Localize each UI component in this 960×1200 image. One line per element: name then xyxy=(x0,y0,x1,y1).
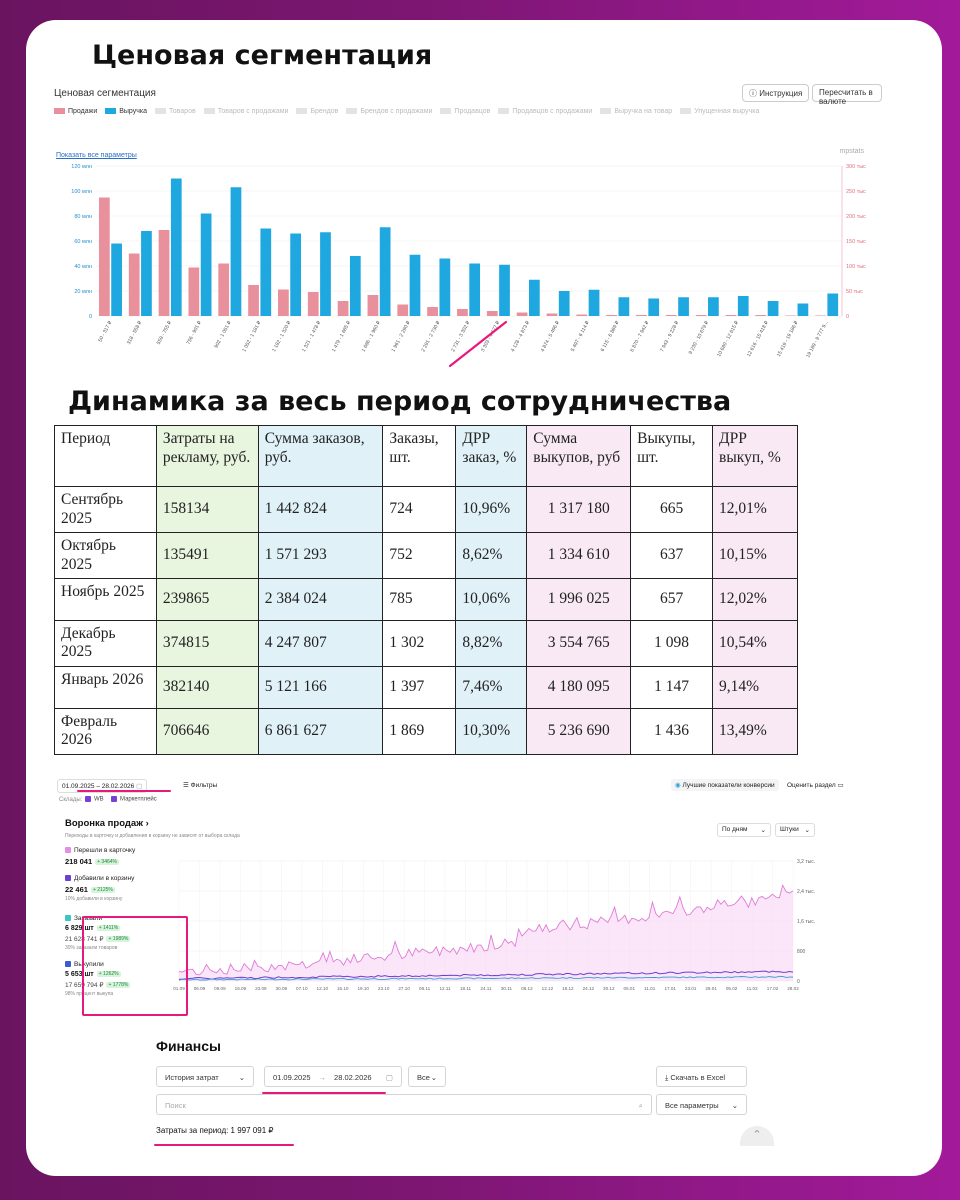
scroll-top-button[interactable] xyxy=(740,1126,774,1146)
bar-sales xyxy=(636,315,647,316)
bar-revenue xyxy=(260,229,271,317)
table-cell: 1 302 xyxy=(383,620,456,666)
table-cell: 724 xyxy=(383,487,456,533)
x-tick-label: 15 419 - 19 186 ₽ xyxy=(775,320,800,358)
bar-sales xyxy=(189,268,200,317)
x-tick: 11.02 xyxy=(746,986,758,991)
y-right-tick: 250 тыс xyxy=(846,189,866,195)
highlight-underline xyxy=(77,790,171,792)
rate-section-label: Оценить раздел xyxy=(787,782,836,789)
bar-sales xyxy=(755,315,766,316)
table-cell: 2 384 024 xyxy=(258,579,383,621)
table-cell: 785 xyxy=(383,579,456,621)
table-cell: Октябрь 2025 xyxy=(55,533,157,579)
x-tick: 23.10 xyxy=(377,986,390,991)
table-cell: 1 334 610 xyxy=(527,533,631,579)
bar-revenue xyxy=(410,255,421,316)
x-tick-label: 5 497 - 6 114 ₽ xyxy=(569,320,591,353)
metric-sub: 30% заказали товаров xyxy=(65,945,118,951)
funnel-line-chart xyxy=(173,853,823,1003)
legend-label: Продажи xyxy=(68,108,98,115)
checkbox-icon xyxy=(111,796,117,802)
y-right-tick: 0 xyxy=(846,314,850,320)
growth-badge: + 1411% xyxy=(98,925,119,932)
table-cell: 239865 xyxy=(156,579,258,621)
x-tick: 12.11 xyxy=(439,986,451,991)
table-row xyxy=(55,579,798,621)
header-cell: Сумма выкупов, руб xyxy=(527,426,631,487)
x-tick-label: 1 686 - 1 960 ₽ xyxy=(360,320,383,354)
x-tick-label: 10 680 - 12 615 ₽ xyxy=(716,320,741,358)
checkbox-icon xyxy=(65,847,71,853)
eye-icon: ◉ xyxy=(675,782,681,789)
metric-label: Заказали xyxy=(74,915,103,922)
bar-sales xyxy=(248,285,259,316)
x-tick-label: 3 303 - 4 127 ₽ xyxy=(480,320,502,354)
growth-badge: + 2125% xyxy=(92,887,113,894)
table-cell: 1 442 824 xyxy=(258,487,383,533)
x-tick: 17.02 xyxy=(766,986,779,991)
table-cell: 752 xyxy=(383,533,456,579)
header-cell: ДРР выкуп, % xyxy=(713,426,798,487)
chevron-down-icon: ⌄ xyxy=(760,827,766,834)
bar-revenue xyxy=(469,264,480,317)
table-cell: 374815 xyxy=(156,620,258,666)
legend-label: Товаров с продажами xyxy=(217,108,289,115)
x-tick: 29.01 xyxy=(705,986,717,991)
table-cell: 7,46% xyxy=(456,667,527,709)
all-params-select[interactable] xyxy=(656,1094,747,1115)
filters-button[interactable] xyxy=(179,779,221,791)
recalc-currency-button[interactable]: Пересчитать в валюте xyxy=(812,84,882,102)
table-cell: 9,14% xyxy=(713,667,798,709)
table-cell: 637 xyxy=(631,533,713,579)
bar-revenue xyxy=(708,297,719,316)
bar-revenue xyxy=(231,187,242,316)
bar-revenue xyxy=(798,304,809,317)
y-left-tick: 120 млн xyxy=(71,164,92,170)
bar-revenue xyxy=(529,280,540,316)
x-tick-label: 1 479 - 1 685 ₽ xyxy=(330,320,353,354)
table-cell: Январь 2026 xyxy=(55,667,157,709)
y-right-tick: 50 тыс xyxy=(846,289,863,295)
x-tick: 30.09 xyxy=(275,986,288,991)
table-cell: 12,01% xyxy=(713,487,798,533)
table-cell: 382140 xyxy=(156,667,258,709)
mpstats-watermark: mpstats xyxy=(839,148,864,155)
bar-sales xyxy=(606,315,617,316)
x-tick: 28.02 xyxy=(787,986,799,991)
table-cell: 706646 xyxy=(156,708,258,754)
bar-sales xyxy=(785,316,796,317)
header-cell: Заказы, шт. xyxy=(383,426,456,487)
chevron-right-icon: › xyxy=(145,818,149,829)
x-tick-label: 9 230 - 10 679 ₽ xyxy=(687,320,711,356)
table-row xyxy=(55,487,798,533)
bar-revenue xyxy=(171,179,182,317)
checkbox-icon xyxy=(65,875,71,881)
table-cell: 657 xyxy=(631,579,713,621)
date-from: 01.09.2025 xyxy=(273,1073,311,1082)
x-tick-label: 902 - 1 051 ₽ xyxy=(213,320,233,350)
x-tick-label: 756 - 901 ₽ xyxy=(185,320,204,346)
growth-badge: + 1989% xyxy=(108,936,129,943)
download-icon: ⤓ xyxy=(665,1073,669,1082)
growth-badge: + 1262% xyxy=(98,971,119,978)
bar-revenue xyxy=(111,244,122,317)
bar-revenue xyxy=(439,259,450,317)
legend-label: Брендов xyxy=(310,108,339,115)
units-select[interactable] xyxy=(775,823,815,837)
table-cell: 3 554 765 xyxy=(527,620,631,666)
y-left-tick: 0 xyxy=(88,314,92,320)
x-tick: 23.01 xyxy=(684,986,697,991)
metric-card-cart[interactable] xyxy=(65,875,134,882)
checkbox-icon xyxy=(65,961,71,967)
x-tick: 24.12 xyxy=(582,986,595,991)
table-cell: 12,02% xyxy=(713,579,798,621)
bar-sales xyxy=(815,316,826,317)
metric-value-rub: 21 628 741 ₽ + 1989% xyxy=(65,936,129,943)
bar-revenue xyxy=(827,294,838,317)
chevron-down-icon: ⌄ xyxy=(731,1101,738,1110)
funnel-title[interactable] xyxy=(65,818,149,829)
table-cell: 1 571 293 xyxy=(258,533,383,579)
search-placeholder: Поиск xyxy=(165,1101,186,1110)
bar-sales xyxy=(308,292,319,316)
date-range-label: 01.09.2025 – 28.02.2026 xyxy=(62,783,135,790)
finance-panel xyxy=(118,1010,778,1140)
x-tick: 17.01 xyxy=(664,986,676,991)
x-tick: 06.11 xyxy=(419,986,431,991)
x-tick: 06.12 xyxy=(521,986,533,991)
table-cell: Февраль 2026 xyxy=(55,708,157,754)
table-cell: 8,82% xyxy=(456,620,527,666)
y-left-tick: 100 млн xyxy=(71,189,92,195)
table-header-row xyxy=(55,426,798,487)
warehouse-wb-label: WB xyxy=(94,796,104,803)
x-tick-label: 2 291 - 2 730 ₽ xyxy=(420,320,442,354)
bar-sales xyxy=(547,314,558,317)
search-icon: ⌕ xyxy=(638,1101,643,1110)
table-cell: Сентябрь 2025 xyxy=(55,487,157,533)
table-cell: 1 317 180 xyxy=(527,487,631,533)
by-days-label: По дням xyxy=(722,826,748,833)
table-cell: 1 996 025 xyxy=(527,579,631,621)
table-cell: 1 147 xyxy=(631,667,713,709)
y-left-tick: 40 млн xyxy=(74,264,92,270)
excel-label: Скачать в Excel xyxy=(670,1073,726,1082)
x-tick-label: 50 - 317 ₽ xyxy=(97,320,114,344)
x-tick-label: 1 052 - 1 181 ₽ xyxy=(241,320,263,354)
x-tick-label: 1 961 - 2 290 ₽ xyxy=(390,320,412,354)
finance-date-range[interactable]: 01.09.2025 → 28.02.2026 ▢ xyxy=(264,1066,402,1087)
table-cell: 10,54% xyxy=(713,620,798,666)
metric-card-views[interactable] xyxy=(65,847,135,854)
instruction-label: Инструкция xyxy=(759,89,803,98)
x-tick-label: 4 874 - 5 496 ₽ xyxy=(539,320,562,354)
table-cell: 13,49% xyxy=(713,708,798,754)
warehouses-label: Склады: xyxy=(59,797,83,803)
y-right-tick: 300 тыс xyxy=(846,164,866,170)
dynamics-table xyxy=(54,425,798,755)
table-cell: 10,30% xyxy=(456,708,527,754)
warehouse-mp-label: Маркетплейс xyxy=(120,796,157,803)
metric-value: 218 041 + 3464% xyxy=(65,857,118,866)
y-right-tick: 150 тыс xyxy=(846,239,866,245)
bar-revenue xyxy=(499,265,510,316)
x-tick-label: 6 115 - 6 869 ₽ xyxy=(599,320,621,353)
metric-label: Выкупили xyxy=(74,961,104,968)
all-label: Все xyxy=(417,1073,430,1082)
x-tick: 05.01 xyxy=(623,986,636,991)
x-tick-label: 1 321 - 1 478 ₽ xyxy=(301,320,323,354)
metric-value-rub: 17 659 794 ₽ + 1778% xyxy=(65,982,129,989)
table-cell: 1 869 xyxy=(383,708,456,754)
bar-revenue xyxy=(648,299,659,317)
table-cell: 135491 xyxy=(156,533,258,579)
metric-value: 22 461 + 2125% xyxy=(65,885,113,894)
x-tick-label: 1 182 - 1 320 ₽ xyxy=(271,320,293,354)
bar-sales xyxy=(726,315,737,316)
table-cell: 158134 xyxy=(156,487,258,533)
finance-title: Финансы xyxy=(156,1038,221,1054)
table-cell: 6 861 627 xyxy=(258,708,383,754)
y-tick: 0 xyxy=(797,979,800,985)
all-select[interactable] xyxy=(408,1066,446,1087)
header-cell: Период xyxy=(55,426,157,487)
warehouse-wb-checkbox[interactable] xyxy=(85,796,104,803)
highlight-stroke xyxy=(440,316,520,376)
bar-sales xyxy=(457,309,468,316)
chevron-down-icon: ⌄ xyxy=(804,827,810,834)
chevron-up-icon: ⌃ xyxy=(752,1129,762,1141)
table-row xyxy=(55,708,798,754)
show-params-link[interactable]: Показать все параметры xyxy=(56,152,137,159)
y-tick: 3,2 тыс. xyxy=(797,859,816,865)
x-tick: 12.12 xyxy=(541,986,554,991)
bar-sales xyxy=(218,264,229,317)
segmentation-title: Ценовая сегментация xyxy=(54,88,156,99)
growth-badge: + 1778% xyxy=(108,982,129,989)
bar-sales xyxy=(159,230,170,316)
header-cell: Затраты на рекламу, руб. xyxy=(156,426,258,487)
best-conversion-label: Лучшие показатели конверсии xyxy=(682,782,775,789)
finance-search-input[interactable] xyxy=(156,1094,652,1115)
table-cell: 4 247 807 xyxy=(258,620,383,666)
x-tick: 27.10 xyxy=(398,986,410,991)
comment-icon: ▭ xyxy=(837,782,844,789)
heading-price-segmentation: Ценовая сегментация xyxy=(92,40,433,71)
bar-revenue xyxy=(380,227,391,316)
legend-label: Брендов с продажами xyxy=(360,108,433,115)
all-params-label: Все параметры xyxy=(665,1101,719,1110)
metric-sub: 98% процент выкупа xyxy=(65,991,114,997)
legend-label: Продавцов xyxy=(454,108,491,115)
y-tick: 1,6 тыс. xyxy=(797,919,816,925)
bar-revenue xyxy=(768,301,779,316)
funnel-title-label: Воронка продаж xyxy=(65,818,143,829)
highlight-underline xyxy=(262,1092,386,1094)
x-tick: 15.10 xyxy=(336,986,349,991)
metric-value: 5 653 шт + 1262% xyxy=(65,971,119,978)
table-cell: 1 397 xyxy=(383,667,456,709)
x-tick: 24.11 xyxy=(480,986,492,991)
bar-sales xyxy=(576,315,587,317)
bar-revenue xyxy=(320,232,331,316)
table-cell: Декабрь 2025 xyxy=(55,620,157,666)
highlight-box xyxy=(82,916,188,1016)
header-cell: Выкупы, шт. xyxy=(631,426,713,487)
table-cell: 10,06% xyxy=(456,579,527,621)
bar-sales xyxy=(368,295,379,316)
x-tick-label: 7 943 - 9 228 ₽ xyxy=(659,320,681,354)
bar-revenue xyxy=(201,214,212,317)
excel-download-button[interactable] xyxy=(656,1066,747,1087)
bar-sales xyxy=(129,254,140,317)
by-days-select[interactable] xyxy=(717,823,771,837)
bar-revenue xyxy=(290,234,301,317)
checkbox-icon xyxy=(85,796,91,802)
table-row xyxy=(55,667,798,709)
y-tick: 2,4 тыс. xyxy=(797,889,816,895)
bar-sales xyxy=(666,315,677,316)
x-tick-label: 559 - 755 ₽ xyxy=(155,320,174,346)
calendar-icon: ▢ xyxy=(385,1073,393,1082)
filter-icon: ☰ xyxy=(183,782,189,789)
history-select[interactable] xyxy=(156,1066,254,1087)
bar-sales xyxy=(397,305,408,317)
legend-label: Выручка xyxy=(119,108,148,115)
bar-sales xyxy=(696,315,707,316)
header-cell: ДРР заказ, % xyxy=(456,426,527,487)
x-tick-label: 12 616 - 15 418 ₽ xyxy=(746,320,770,358)
table-cell: 5 236 690 xyxy=(527,708,631,754)
x-tick: 11.01 xyxy=(644,986,656,991)
table-cell: 665 xyxy=(631,487,713,533)
bar-sales xyxy=(99,198,110,317)
x-tick: 05.02 xyxy=(725,986,738,991)
legend-label: Упущенная выручка xyxy=(694,108,760,115)
bar-revenue xyxy=(678,297,689,316)
y-tick: 800 xyxy=(797,949,806,955)
x-tick: 16.09 xyxy=(234,986,247,991)
units-label: Штуки xyxy=(780,826,799,833)
bar-revenue xyxy=(559,291,570,316)
x-tick-label: 318 - 558 ₽ xyxy=(125,320,144,346)
x-tick: 07.10 xyxy=(296,986,308,991)
heading-dynamics: Динамика за весь период сотрудничества xyxy=(68,386,732,417)
best-conversion-button[interactable] xyxy=(671,779,779,791)
header-cell: Сумма заказов, руб. xyxy=(258,426,383,487)
highlight-underline xyxy=(154,1144,294,1146)
x-tick: 09.09 xyxy=(214,986,226,991)
y-left-tick: 20 млн xyxy=(74,289,92,295)
table-cell: 8,62% xyxy=(456,533,527,579)
table-cell: Ноябрь 2025 xyxy=(55,579,157,621)
filters-label: Фильтры xyxy=(190,782,218,789)
growth-badge: + 3464% xyxy=(97,859,118,866)
bar-revenue xyxy=(589,290,600,316)
x-tick: 12.10 xyxy=(316,986,329,991)
calendar-icon: ▢ xyxy=(136,783,143,790)
y-right-tick: 100 тыс xyxy=(846,264,866,270)
legend-label: Продавцов с продажами xyxy=(512,108,593,115)
y-right-tick: 200 тыс xyxy=(846,214,866,220)
x-tick: 18.11 xyxy=(459,986,472,991)
bar-revenue xyxy=(619,297,630,316)
table-cell: 10,96% xyxy=(456,487,527,533)
x-tick: 30.11 xyxy=(500,986,513,991)
warehouse-mp-checkbox[interactable] xyxy=(111,796,157,803)
bar-revenue xyxy=(350,256,361,316)
table-cell: 4 180 095 xyxy=(527,667,631,709)
y-left-tick: 60 млн xyxy=(74,239,92,245)
table-cell: 1 436 xyxy=(631,708,713,754)
finance-total: Затраты за период: 1 997 091 ₽ xyxy=(156,1126,274,1135)
metric-sub: 10% добавили в корзину xyxy=(65,896,123,902)
bar-sales xyxy=(338,301,349,316)
x-tick: 18.12 xyxy=(562,986,574,991)
x-tick-label: 4 128 - 4 873 ₽ xyxy=(509,320,532,354)
x-tick: 30.12 xyxy=(603,986,615,991)
table-row xyxy=(55,533,798,579)
x-tick-label: 19 189 - 9 777 9... xyxy=(805,320,830,359)
x-tick: 01.09 xyxy=(173,986,185,991)
y-left-tick: 80 млн xyxy=(74,214,92,220)
table-cell: 1 098 xyxy=(631,620,713,666)
x-tick: 23.09 xyxy=(255,986,267,991)
x-tick: 06.09 xyxy=(193,986,206,991)
table-cell: 10,15% xyxy=(713,533,798,579)
rate-section-button[interactable] xyxy=(783,779,848,791)
x-tick-label: 2 731 - 3 302 ₽ xyxy=(450,320,472,354)
funnel-note: Переходы в карточку и добавления в корзину не зависят от выбора склада xyxy=(65,833,240,839)
metric-label: Перешли в карточку xyxy=(74,847,136,854)
bar-sales xyxy=(427,307,438,316)
metric-value: 6 829 шт + 1411% xyxy=(65,925,119,932)
history-label: История затрат xyxy=(165,1073,219,1082)
help-icon: ⓘ xyxy=(749,89,757,98)
checkbox-icon xyxy=(65,915,71,921)
x-tick-label: 6 870 - 7 942 ₽ xyxy=(629,320,651,354)
metric-label: Добавили в корзину xyxy=(74,875,135,882)
legend-label: Выручка на товар xyxy=(614,108,673,115)
table-cell: 5 121 166 xyxy=(258,667,383,709)
date-to: 28.02.2026 xyxy=(334,1073,372,1082)
x-tick: 19.10 xyxy=(357,986,369,991)
chevron-down-icon: ⌄ xyxy=(238,1073,245,1082)
chevron-down-icon: ⌄ xyxy=(430,1073,437,1082)
bar-revenue xyxy=(738,296,749,316)
legend-label: Товаров xyxy=(169,108,196,115)
bar-revenue xyxy=(141,231,152,316)
bar-sales xyxy=(278,290,289,317)
table-row xyxy=(55,620,798,666)
